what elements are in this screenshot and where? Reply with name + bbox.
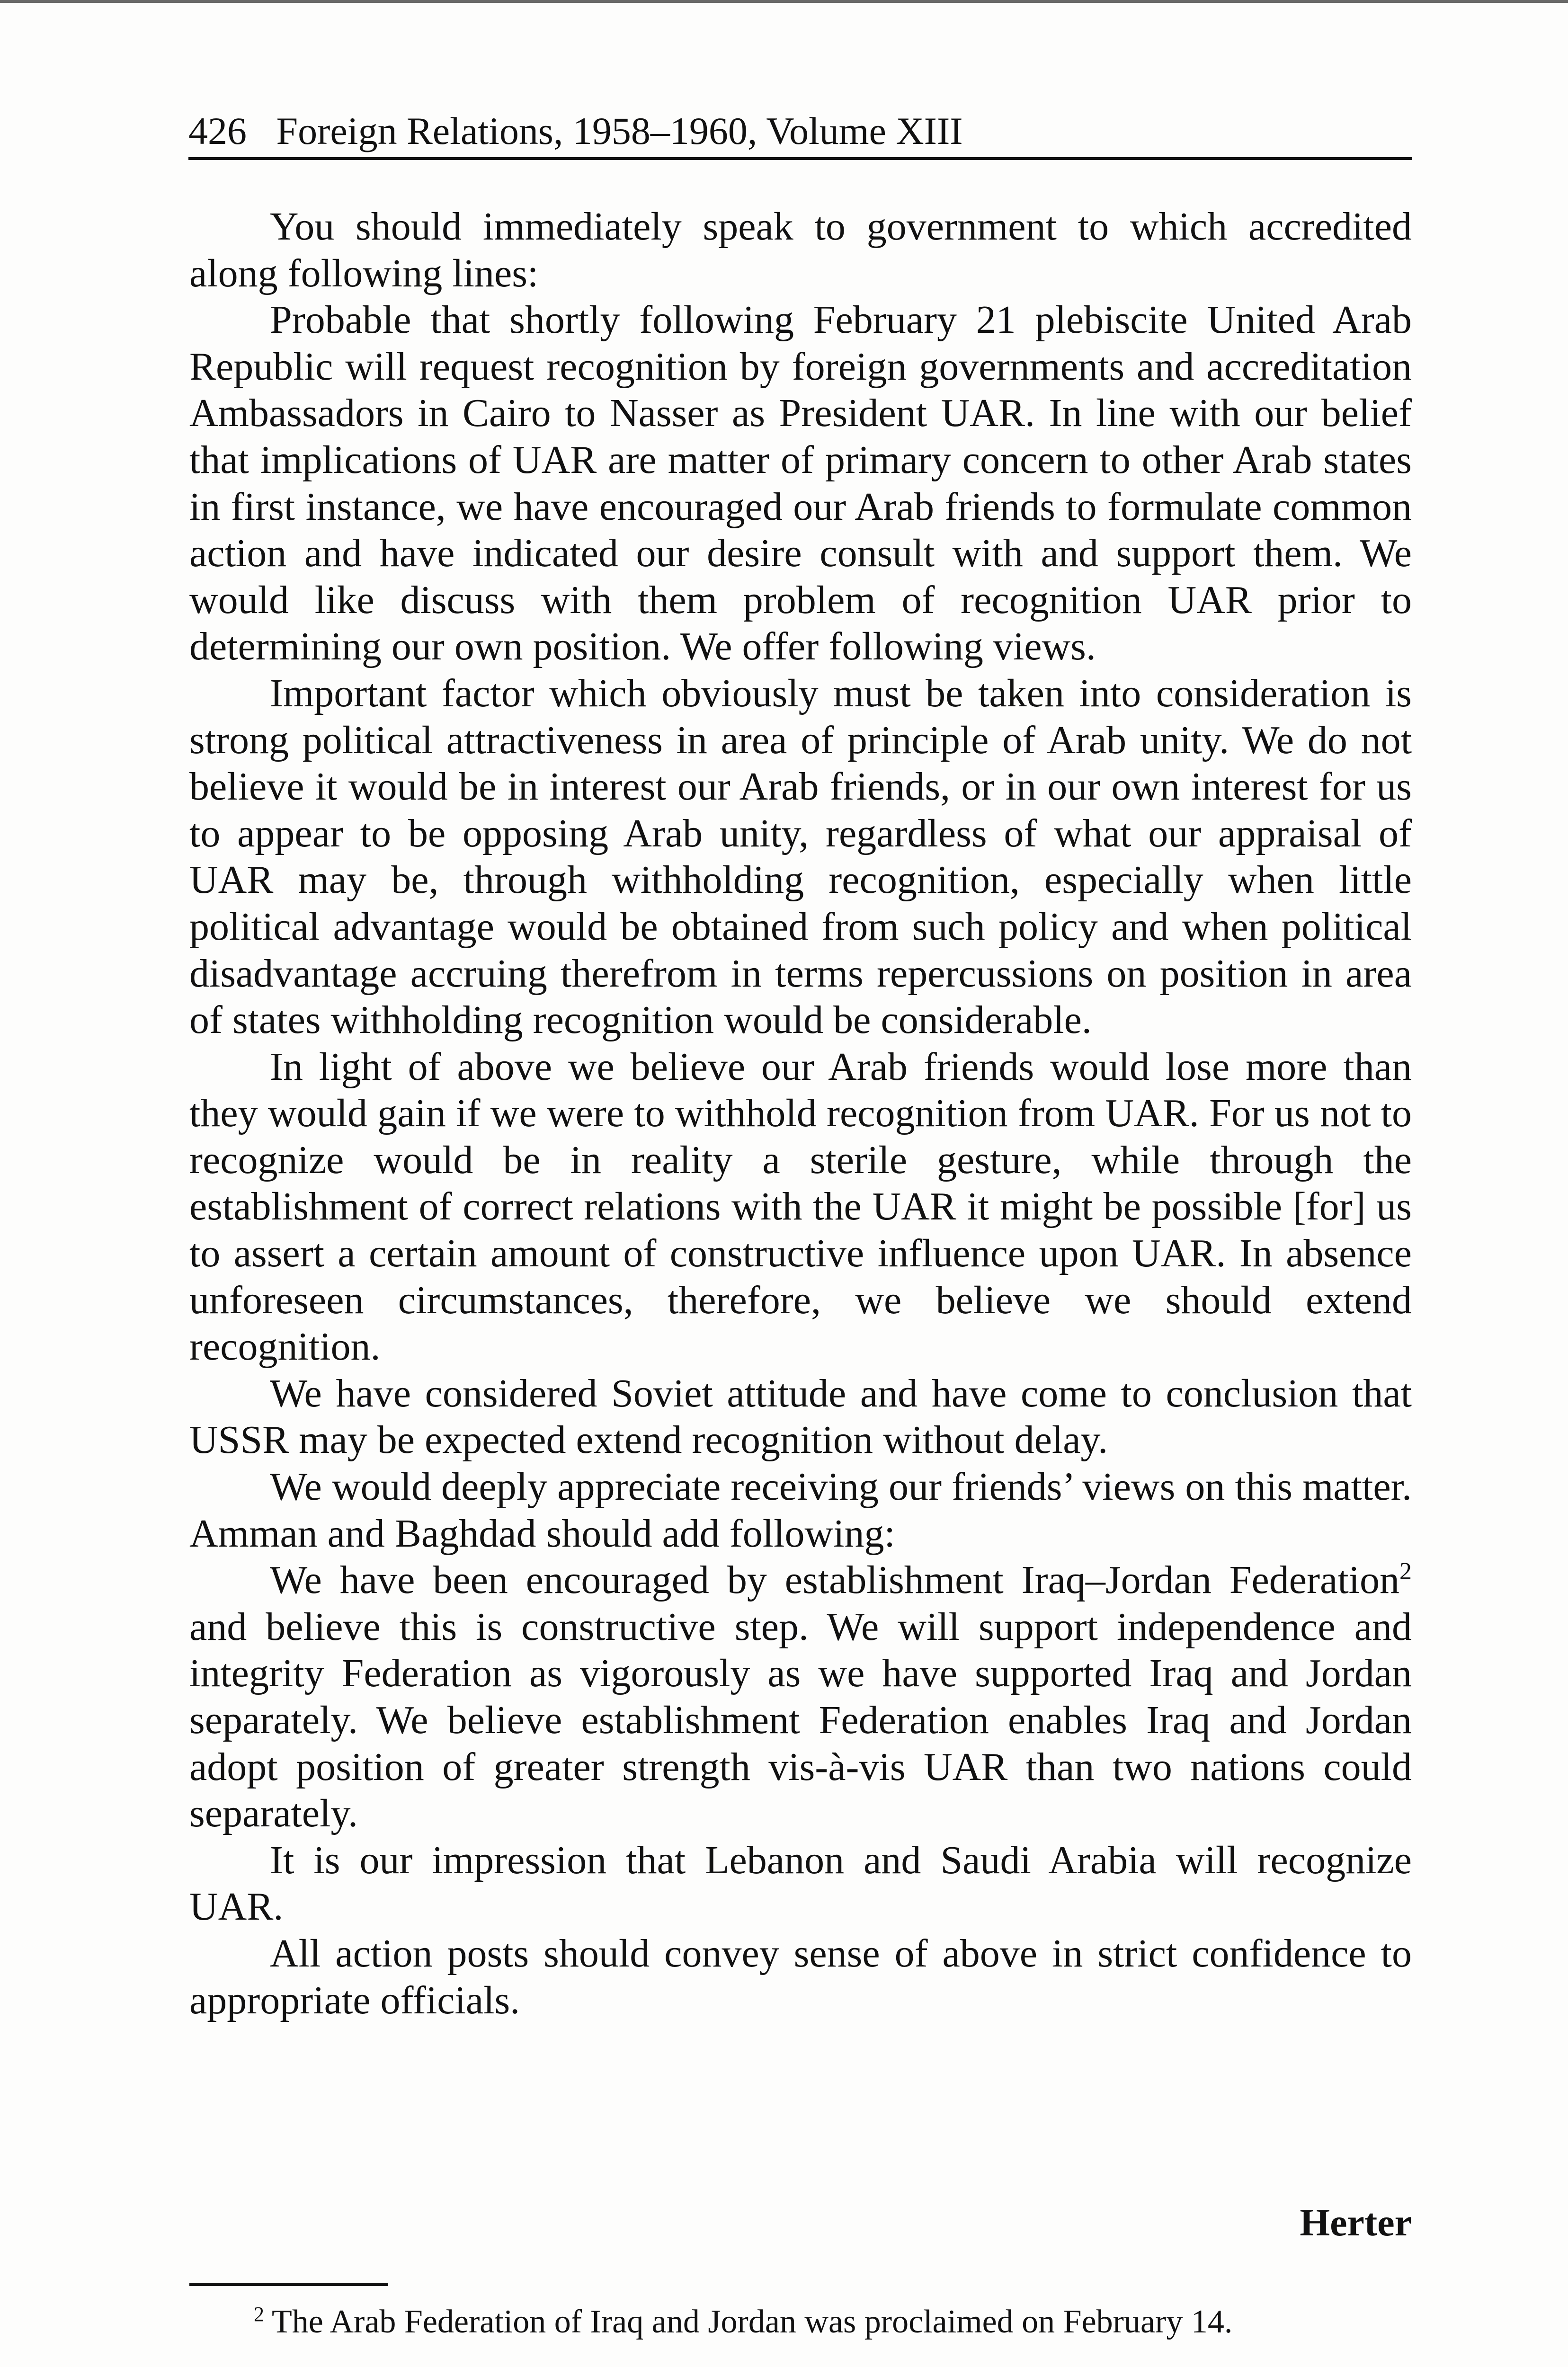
footnote-text: The Arab Federation of Iraq and Jordan was proclaimed on February 14. [272, 2304, 1233, 2340]
top-edge-rule [0, 0, 1568, 3]
running-head [188, 105, 1412, 160]
signature: Herter [1300, 2201, 1412, 2244]
paragraph-instructions: You should immediately speak to government to which accredited along following lines: [189, 205, 1412, 295]
footnote-divider [189, 2283, 388, 2286]
paragraph-arab-unity: Important factor which obviously must be taken into consideration is strong political attractiveness in area of principle of Arab unity. We do not believe it would be in interest our Arab friends, or in our own interest for us to appear to be opposing Arab unity, regardless of what our appraisal of UAR may be, through withholding recognition, especially when little political advantage would be obtained from such policy and when political disadvantage accruing therefrom in terms repercussions on position in area of states withholding recognition would be considerable. [189, 671, 1412, 1042]
paragraph-friends-views: We would deeply appreciate receiving our friends’ views on this matter. Amman and Baghdad should add following: [189, 1465, 1412, 1556]
running-title: Foreign Relations, 1958–1960, Volume XIII [276, 109, 963, 152]
footnote [254, 2301, 1390, 2343]
paragraph-action-posts: All action posts should convey sense of above in strict confidence to appropriate officials. [189, 1931, 1412, 2022]
footnote-marker: 2 [254, 2302, 264, 2326]
federation-text-end: and believe this is constructive step. We will support independence and integrity Federation as vigorously as we have supported Iraq and Jordan separately. We believe establishment Federation enables Iraq and Jordan adopt position of greater strength vis-à-vis UAR than two nations could separately. [189, 1604, 1412, 1836]
document-body [189, 204, 1412, 2024]
paragraph-lebanon-saudi: It is our impression that Lebanon and Saudi Arabia will recognize UAR. [189, 1838, 1412, 1929]
paragraph-federation [189, 1557, 1412, 1837]
federation-text-start: We have been encouraged by establishment Iraq–Jordan Federation [270, 1558, 1399, 1602]
page-number: 426 [188, 109, 247, 152]
footnote-reference[interactable]: 2 [1399, 1558, 1412, 1585]
paragraph-plebiscite: Probable that shortly following February 21 plebiscite United Arab Republic will request recognition by foreign governments and accreditation Ambassadors in Cairo to Nasser as President UAR. In line with our belief that implications of UAR are matter of primary concern to other Arab states in first instance, we have encouraged our Arab friends to formulate common action and have indicated our desire consult with and support them. We would like discuss with them problem of recognition UAR prior to determining our own position. We offer following views. [189, 298, 1412, 669]
paragraph-soviet-attitude: We have considered Soviet attitude and have come to conclusion that USSR may be expected extend recognition without delay. [189, 1371, 1412, 1462]
paragraph-recognition: In light of above we believe our Arab friends would lose more than they would gain if we were to withhold recognition from UAR. For us not to recognize would be in reality a sterile gesture, while through the establishment of correct relations with the UAR it might be possible [for] us to assert a certain amount of constructive influence upon UAR. In absence unforeseen circumstances, therefore, we believe we should extend recognition. [189, 1044, 1412, 1369]
